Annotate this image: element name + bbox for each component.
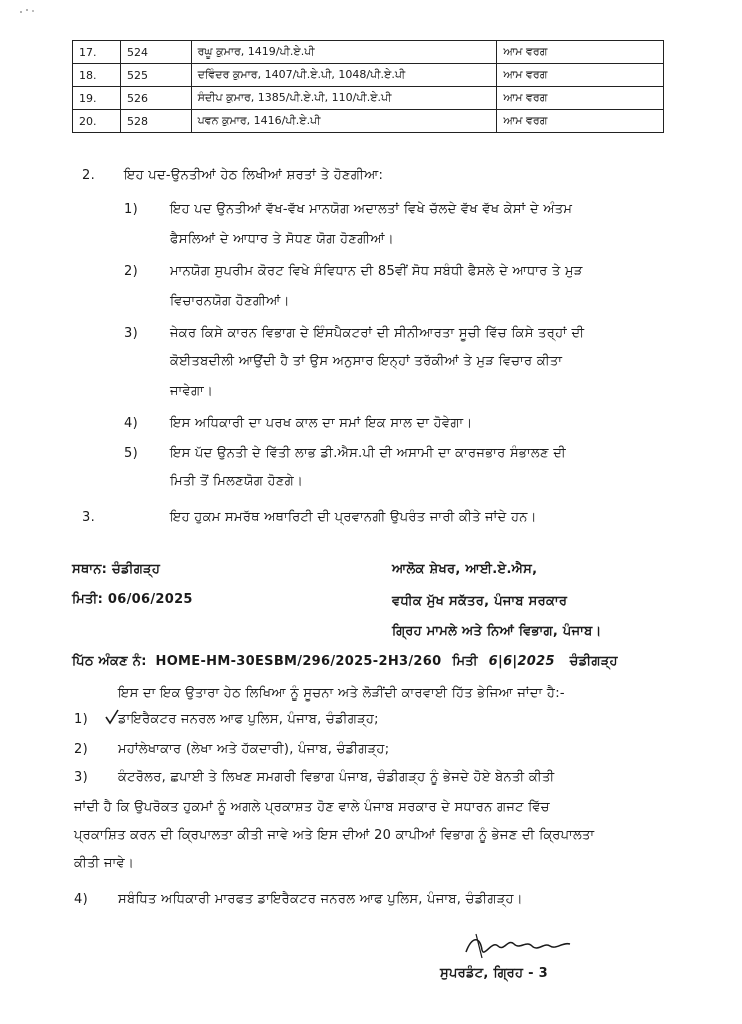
endorsement-prefix: ਪਿੱਠ ਅੰਕਣ ਨੰ: (72, 654, 147, 669)
condition-2-number: 2) (124, 264, 138, 279)
name-cell: ਦਵਿੰਦਰ ਕੁਮਾਰ, 1407/ਪੀ.ਏ.ਪੀ, 1048/ਪੀ.ਏ.ਪੀ (191, 64, 497, 87)
category-cell: ਆਮ ਵਰਗ (497, 110, 664, 133)
number-cell: 525 (121, 64, 192, 87)
para3-number: 3. (82, 510, 96, 525)
number-cell: 528 (121, 110, 192, 133)
number-cell: 526 (121, 87, 192, 110)
place-label: ਸਥਾਨ: ਚੰਡੀਗੜ੍ਹ (72, 562, 161, 577)
name-cell: ਪਵਨ ਕੁਮਾਰ, 1416/ਪੀ.ਏ.ਪੀ (191, 110, 497, 133)
serial-cell: 20. (73, 110, 121, 133)
endorsement-date-prefix: ਮਿਤੀ (452, 654, 478, 669)
condition-3-line-2: ਕੋਈਤਬਦੀਲੀ ਆਉਂਦੀ ਹੈ ਤਾਂ ਉਸ ਅਨੁਸਾਰ ਇਨ੍ਹਾਂ ਤਰੱਕੀਆਂ ਤੇ ਮੁੜ ਵਿਚਾਰ ਕੀਤਾ (170, 354, 563, 369)
condition-4-number: 4) (124, 416, 138, 431)
signatory-department: ਗ੍ਰਿਹ ਮਾਮਲੇ ਅਤੇ ਨਿਆਂ ਵਿਭਾਗ, ਪੰਜਾਬ। (392, 624, 602, 639)
recipient-1-number: 1) (74, 712, 88, 727)
condition-1-number: 1) (124, 202, 138, 217)
para2-intro: ਇਹ ਪਦ-ਉਨਤੀਆਂ ਹੇਠ ਲਿਖੀਆਂ ਸ਼ਰਤਾਂ ਤੇ ਹੋਣਗੀਆ: (124, 168, 384, 183)
condition-3-line-1: ਜੇਕਰ ਕਿਸੇ ਕਾਰਨ ਵਿਭਾਗ ਦੇ ਇੰਸਪੈਕਟਰਾਂ ਦੀ ਸੀਨੀਆਰਤਾ ਸੂਚੀ ਵਿੱਚ ਕਿਸੇ ਤਰ੍ਹਾਂ ਦੀ (170, 326, 585, 341)
condition-4-line-1: ਇਸ ਅਧਿਕਾਰੀ ਦਾ ਪਰਖ ਕਾਲ ਦਾ ਸਮਾਂ ਇਕ ਸਾਲ ਦਾ ਹੋਵੇਗਾ। (170, 416, 473, 431)
signatory-designation: ਵਧੀਕ ਮੁੱਖ ਸਕੱਤਰ, ਪੰਜਾਬ ਸਰਕਾਰ (392, 594, 568, 609)
endorsement-place: ਚੰਡੀਗੜ੍ਹ (569, 654, 618, 669)
recipient-4-line-1: ਸਬੰਧਿਤ ਅਧਿਕਾਰੀ ਮਾਰਫਤ ਡਾਇਰੈਕਟਰ ਜਨਰਲ ਆਫ ਪੁਲਿਸ, ਪੰਜਾਬ, ਚੰਡੀਗੜ੍ਹ। (118, 892, 523, 907)
recipient-3-line-1: ਕੰਟਰੋਲਰ, ਛਪਾਈ ਤੇ ਲਿਖਣ ਸਮਗਰੀ ਵਿਭਾਗ ਪੰਜਾਬ, ਚੰਡੀਗੜ੍ਹ ਨੂੰ ਭੇਜਦੇ ਹੋਏ ਬੇਨਤੀ ਕੀਤੀ (118, 770, 555, 785)
condition-5-line-2: ਮਿਤੀ ਤੋਂ ਮਿਲਣਯੋਗ ਹੋਣਗੇ। (170, 474, 304, 489)
promotion-table (72, 40, 664, 133)
table-row (73, 110, 664, 133)
para3-text: ਇਹ ਹੁਕਮ ਸਮਰੱਥ ਅਥਾਰਿਟੀ ਦੀ ਪ੍ਰਵਾਨਗੀ ਉਪਰੰਤ ਜਾਰੀ ਕੀਤੇ ਜਾਂਦੇ ਹਨ। (170, 510, 537, 525)
table-row (73, 87, 664, 110)
endorsement-date: 6|6|2025 (488, 654, 555, 669)
condition-3-number: 3) (124, 326, 138, 341)
endorsement-line (72, 654, 618, 669)
footer-signature: ਸੁਪਰਡੰਟ, ਗ੍ਰਿਹ - 3 (440, 966, 549, 981)
serial-cell: 19. (73, 87, 121, 110)
endorsement-number: HOME-HM-30ESBM/296/2025-2H3/260 (155, 654, 442, 669)
scan-mark-icon (18, 6, 40, 16)
condition-1-line-1: ਇਹ ਪਦ ਉਨਤੀਆਂ ਵੱਖ-ਵੱਖ ਮਾਨਯੋਗ ਅਦਾਲਤਾਂ ਵਿਖੇ ਚੱਲਦੇ ਵੱਖ ਵੱਖ ਕੇਸਾਂ ਦੇ ਅੰਤਮ (170, 202, 573, 217)
category-cell: ਆਮ ਵਰਗ (497, 41, 664, 64)
recipient-2-number: 2) (74, 742, 88, 757)
recipient-1-line-1: ਡਾਇਰੈਕਟਰ ਜਨਰਲ ਆਫ ਪੁਲਿਸ, ਪੰਜਾਬ, ਚੰਡੀਗੜ੍ਹ; (118, 712, 379, 727)
forward-intro: ਇਸ ਦਾ ਇਕ ਉਤਾਰਾ ਹੇਠ ਲਿਖਿਆ ਨੂੰ ਸੂਚਨਾ ਅਤੇ ਲੋੜੀਂਦੀ ਕਾਰਵਾਈ ਹਿੱਤ ਭੇਜਿਆ ਜਾਂਦਾ ਹੈ:- (118, 686, 565, 701)
handwritten-signature-icon (462, 930, 574, 962)
category-cell: ਆਮ ਵਰਗ (497, 87, 664, 110)
recipient-3-line-3: ਪ੍ਰਕਾਸ਼ਿਤ ਕਰਨ ਦੀ ਕ੍ਰਿਪਾਲਤਾ ਕੀਤੀ ਜਾਵੇ ਅਤੇ ਇਸ ਦੀਆਂ 20 ਕਾਪੀਆਂ ਵਿਭਾਗ ਨੂੰ ਭੇਜਣ ਦੀ ਕ੍ਰਿਪਾਲਤਾ (74, 828, 595, 843)
recipient-3-line-4: ਕੀਤੀ ਜਾਵੇ। (74, 856, 135, 871)
number-cell: 524 (121, 41, 192, 64)
condition-5-number: 5) (124, 446, 138, 461)
category-cell: ਆਮ ਵਰਗ (497, 64, 664, 87)
condition-3-line-3: ਜਾਵੇਗਾ। (170, 384, 214, 399)
condition-2-line-2: ਵਿਚਾਰਨਯੋਗ ਹੋਣਗੀਆਂ। (170, 294, 290, 309)
recipient-2-line-1: ਮਹਾਂਲੇਖਾਕਾਰ (ਲੇਖਾ ਅਤੇ ਹੱਕਦਾਰੀ), ਪੰਜਾਬ, ਚੰਡੀਗੜ੍ਹ; (118, 742, 390, 757)
serial-cell: 17. (73, 41, 121, 64)
recipient-4-number: 4) (74, 892, 88, 907)
table-row (73, 41, 664, 64)
date-label: ਮਿਤੀ: 06/06/2025 (72, 592, 193, 607)
condition-5-line-1: ਇਸ ਪੱਦ ਉਨਤੀ ਦੇ ਵਿੱਤੀ ਲਾਭ ਡੀ.ਐਸ.ਪੀ ਦੀ ਅਸਾਮੀ ਦਾ ਕਾਰਜਭਾਰ ਸੰਭਾਲਣ ਦੀ (170, 446, 567, 461)
name-cell: ਰਘੂ ਕੁਮਾਰ, 1419/ਪੀ.ਏ.ਪੀ (191, 41, 497, 64)
condition-1-line-2: ਫੈਸਲਿਆਂ ਦੇ ਆਧਾਰ ਤੇ ਸੋਧਣ ਯੋਗ ਹੋਣਗੀਆਂ। (170, 232, 394, 247)
para2-number: 2. (82, 168, 96, 183)
recipient-3-number: 3) (74, 770, 88, 785)
signatory-name: ਆਲੋਕ ਸ਼ੇਖਰ, ਆਈ.ਏ.ਐਸ, (392, 562, 538, 577)
table-row (73, 64, 664, 87)
serial-cell: 18. (73, 64, 121, 87)
name-cell: ਸੰਦੀਪ ਕੁਮਾਰ, 1385/ਪੀ.ਏ.ਪੀ, 110/ਪੀ.ਏ.ਪੀ (191, 87, 497, 110)
recipient-3-line-2: ਜਾਂਦੀ ਹੈ ਕਿ ਉਪਰੋਕਤ ਹੁਕਮਾਂ ਨੂੰ ਅਗਲੇ ਪ੍ਰਕਾਸ਼ਤ ਹੋਣ ਵਾਲੇ ਪੰਜਾਬ ਸਰਕਾਰ ਦੇ ਸਧਾਰਨ ਗਜਟ ਵਿੱਚ (74, 800, 550, 815)
condition-2-line-1: ਮਾਨਯੋਗ ਸੁਪਰੀਮ ਕੋਰਟ ਵਿਖੇ ਸੰਵਿਧਾਨ ਦੀ 85ਵੀਂ ਸੋਧ ਸਬੰਧੀ ਫੈਸਲੇ ਦੇ ਆਧਾਰ ਤੇ ਮੁੜ (170, 264, 583, 279)
